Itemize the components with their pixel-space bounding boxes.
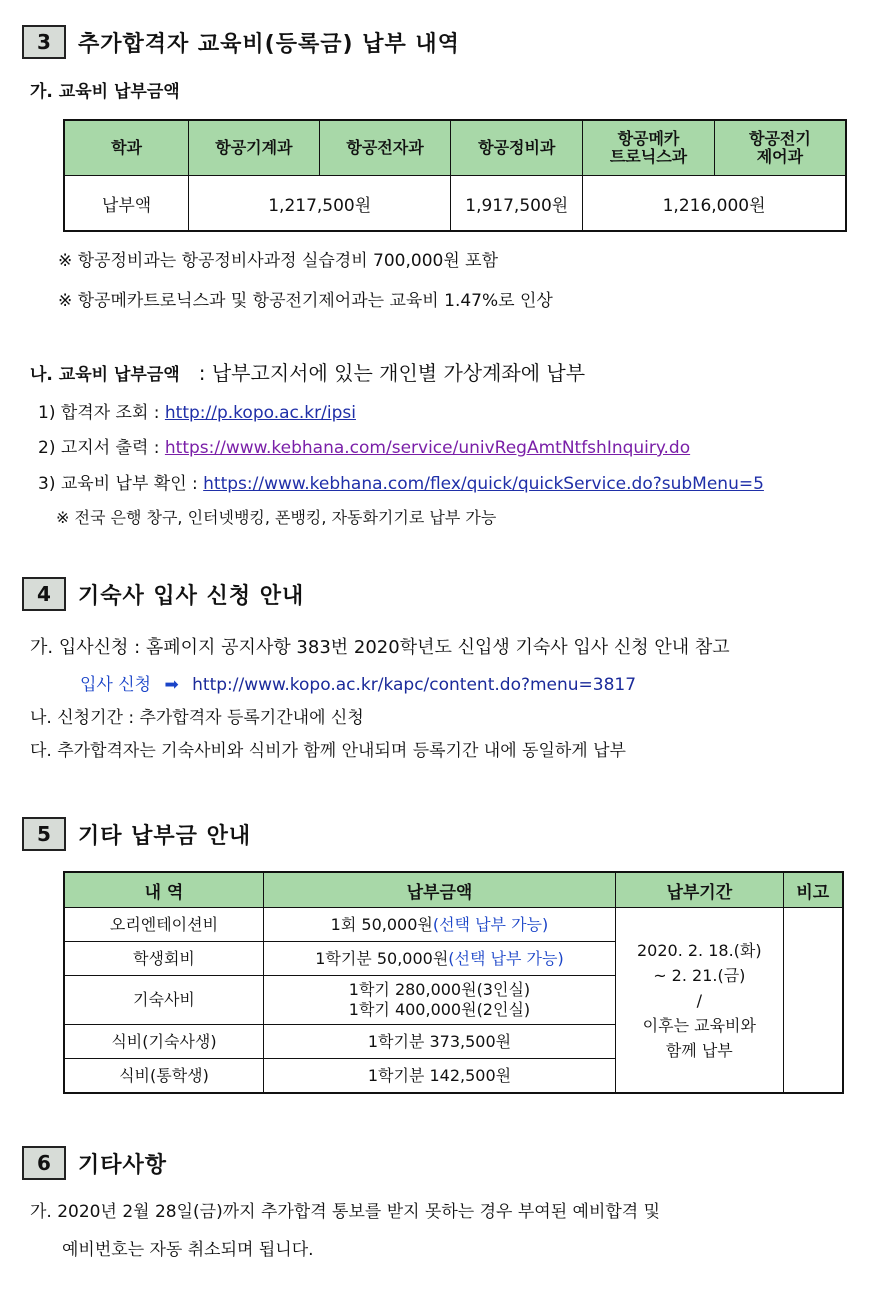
optional-note: (선택 납부 가능): [448, 948, 564, 968]
period-line: 이후는 교육비와: [642, 1015, 756, 1035]
period-line: 2020. 2. 18.(화): [636, 940, 762, 960]
header-cell: 항공메카 트로닉스과: [583, 120, 715, 176]
section-title: 기타사항: [78, 1152, 168, 1178]
invoice-link[interactable]: https://www.kebhana.com/service/univRegAmtNtfshInquiry.do: [164, 438, 691, 458]
remark-cell: [783, 908, 843, 1094]
step-1: [38, 398, 356, 423]
header-cell: 항공전기 제어과: [714, 120, 846, 176]
amount-text: 1학기 400,000원(2인실): [348, 1000, 531, 1019]
note-payment-methods: ※ 전국 은행 창구, 인터넷뱅킹, 폰뱅킹, 자동화기기로 납부 가능: [56, 508, 497, 527]
amount-cell: 1,917,500원: [451, 176, 583, 232]
step-label: 3) 교육비 납부 확인 :: [38, 474, 198, 494]
dorm-period-line: 나. 신청기간 : 추가합격자 등록기간내에 신청: [30, 708, 364, 728]
step-2: [38, 433, 690, 458]
fee-item: 기숙사비: [64, 976, 263, 1025]
note-maintenance: ※ 항공정비과는 항공정비사과정 실습경비 700,000원 포함: [58, 251, 499, 271]
table-header-row: [64, 120, 846, 176]
header-cell: 항공전자과: [319, 120, 451, 176]
table-row: [64, 908, 843, 942]
fee-item: 식비(통학생): [64, 1059, 263, 1094]
step-3: [38, 469, 764, 494]
step-label: 1) 합격자 조회 :: [38, 403, 160, 423]
section-5-heading: [22, 816, 251, 852]
fee-amount: [263, 942, 615, 976]
fee-amount: [263, 976, 615, 1025]
subheading-a: 가. 교육비 납부금액: [30, 82, 180, 102]
optional-note: (선택 납부 가능): [432, 914, 549, 934]
dorm-apply-link[interactable]: http://www.kopo.ac.kr/kapc/content.do?menu=3817: [192, 675, 637, 695]
fee-amount: [263, 908, 615, 942]
subheading-b-text: : 납부고지서에 있는 개인별 가상계좌에 납부: [198, 361, 586, 385]
other-fees-table: [63, 871, 844, 1094]
dorm-apply-link-row: [80, 670, 636, 695]
notice-line-1: 가. 2020년 2월 28일(금)까지 추가합격 통보를 받지 못하는 경우 부여된 예비합격 및: [30, 1202, 661, 1222]
note-increase: ※ 항공메카트로닉스과 및 항공전기제어과는 교육비 1.47%로 인상: [58, 291, 553, 311]
dorm-apply-line: 가. 입사신청 : 홈페이지 공지사항 383번 2020학년도 신입생 기숙사 입사 신청 안내 참고: [30, 637, 730, 658]
section-6-heading: [22, 1145, 167, 1181]
header-cell: 항공기계과: [189, 120, 320, 176]
amount-text: 1학기 280,000원(3인실): [348, 980, 531, 999]
amount-cell: 1,217,500원: [189, 176, 451, 232]
header-cell: 비고: [783, 872, 843, 908]
section-title: 기숙사 입사 신청 안내: [78, 583, 305, 609]
amount-text: 1회 50,000원: [330, 914, 433, 934]
section-number: 6: [22, 1146, 66, 1180]
tuition-table: [63, 119, 847, 232]
header-cell: 내 역: [64, 872, 263, 908]
apply-label: 입사 신청: [80, 675, 152, 695]
header-cell: 납부금액: [263, 872, 615, 908]
arrow-right-icon: ➡: [164, 675, 179, 695]
table-header-row: [64, 872, 843, 908]
section-title: 추가합격자 교육비(등록금) 납부 내역: [78, 31, 460, 57]
period-line: 함께 납부: [665, 1040, 733, 1060]
section-number: 4: [22, 577, 66, 611]
subheading-b: [30, 357, 585, 386]
fee-item: 식비(기숙사생): [64, 1025, 263, 1059]
section-3-heading: [22, 24, 460, 60]
period-line: /: [696, 990, 702, 1010]
notice-line-2: 예비번호는 자동 취소되며 됩니다.: [62, 1240, 314, 1260]
section-4-heading: [22, 576, 304, 612]
row-label: 납부액: [64, 176, 189, 232]
period-line: ~ 2. 21.(금): [653, 965, 746, 985]
fee-amount: 1학기분 142,500원: [263, 1059, 615, 1094]
section-number: 5: [22, 817, 66, 851]
header-cell: 납부기간: [616, 872, 784, 908]
section-number: 3: [22, 25, 66, 59]
dorm-payment-line: 다. 추가합격자는 기숙사비와 식비가 함께 안내되며 등록기간 내에 동일하게 납부: [30, 741, 626, 761]
step-label: 2) 고지서 출력 :: [38, 438, 160, 458]
payment-period: [616, 908, 784, 1094]
amount-cell: 1,216,000원: [583, 176, 846, 232]
header-cell: 항공정비과: [451, 120, 583, 176]
subheading-b-label: 나. 교육비 납부금액: [30, 365, 180, 385]
lookup-link[interactable]: http://p.kopo.ac.kr/ipsi: [164, 403, 356, 423]
table-row: [64, 176, 846, 232]
section-title: 기타 납부금 안내: [78, 823, 252, 849]
amount-text: 1학기분 50,000원: [315, 948, 449, 968]
fee-amount: 1학기분 373,500원: [263, 1025, 615, 1059]
fee-item: 학생회비: [64, 942, 263, 976]
fee-item: 오리엔테이션비: [64, 908, 263, 942]
payment-check-link[interactable]: https://www.kebhana.com/flex/quick/quickService.do?subMenu=5: [203, 474, 764, 494]
header-cell: 학과: [64, 120, 189, 176]
